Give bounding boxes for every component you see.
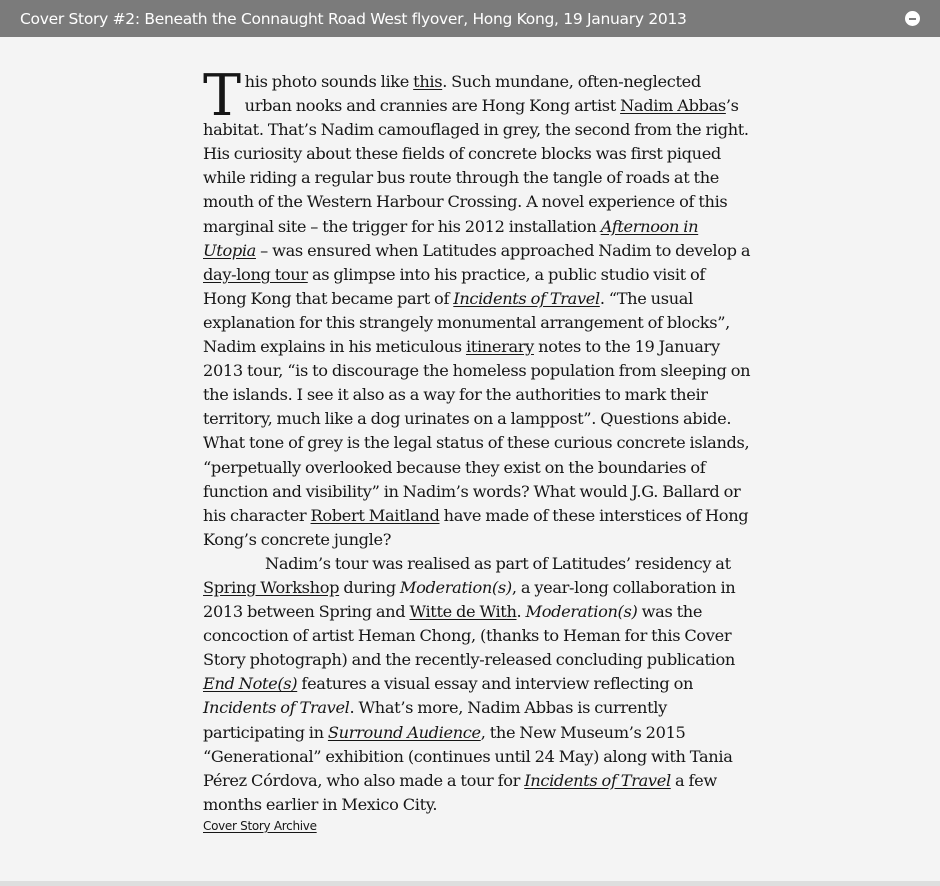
text: his photo sounds like — [244, 72, 414, 91]
article-paragraph-2 — [203, 552, 751, 817]
minus-circle-icon[interactable] — [905, 11, 920, 26]
article-paragraph-1 — [203, 63, 751, 552]
cover-story-archive-link[interactable]: Cover Story Archive — [203, 818, 317, 833]
link-surround-audience[interactable]: Surround Audience — [327, 722, 481, 742]
text: , the New Museum’s 2015 “Generational” exhibition (continues until 24 May) along with Tania Pérez Córdova, who also made a tour for — [203, 722, 733, 790]
text: Nadim’s tour was realised as part of Latitudes’ residency at — [265, 553, 731, 573]
text: . What’s more, Nadim Abbas is currently participating in — [203, 698, 667, 742]
link-incidents-of-travel[interactable]: Incidents of Travel — [453, 288, 600, 308]
text: . Such mundane, often-neglected urban nooks and crannies are Hong Kong artist — [244, 72, 701, 116]
link-this[interactable]: this — [413, 72, 443, 91]
bottom-divider — [0, 881, 940, 886]
link-nadim-abbas[interactable]: Nadim Abbas — [620, 96, 726, 116]
title-bar — [0, 0, 940, 37]
text: as glimpse into his practice, a public studio visit of Hong Kong that became part of — [203, 264, 706, 308]
text: have made of these interstices of Hong Kong’s concrete jungle? — [203, 505, 749, 549]
text: – was ensured when Latitudes approached Nadim to develop a — [255, 240, 751, 260]
text: features a visual essay and interview reflecting on — [297, 674, 694, 694]
text: ’s habitat. That’s Nadim camouflaged in grey, the second from the right. His curiosity about these fields of concrete blocks was first piqued while riding a regular bus route through the tangle of roads at the mouth of the Western Harbour Crossing. A novel experience of this marginal site – the trigger for his 2012 installation — [203, 96, 749, 236]
text: was the concoction of artist Heman Chong, (thanks to Heman for this Cover Story photograph) and the recently-released concluding publication — [203, 602, 735, 670]
link-day-long-tour[interactable]: day-long tour — [203, 264, 308, 284]
text: . “The usual explanation for this strangely monumental arrangement of blocks”, Nadim explains in his meticulous — [203, 288, 730, 357]
link-robert-maitland[interactable]: Robert Maitland — [310, 505, 440, 525]
link-spring-workshop[interactable]: Spring Workshop — [203, 577, 340, 597]
text: a few months earlier in Mexico City. — [203, 770, 717, 814]
drop-cap: T — [203, 63, 241, 129]
link-afternoon-in-utopia[interactable]: Afternoon in Utopia — [203, 216, 699, 260]
link-end-notes[interactable]: End Note(s) — [203, 674, 298, 694]
article — [203, 63, 751, 833]
italic-text: Moderation(s) — [525, 602, 638, 622]
text: during — [339, 577, 400, 597]
italic-text: Moderation(s) — [399, 577, 512, 597]
link-itinerary[interactable]: itinerary — [465, 337, 534, 357]
link-witte-de-with[interactable]: Witte de With — [409, 602, 517, 622]
page-title: Cover Story #2: Beneath the Connaught Road West flyover, Hong Kong, 19 January 2013 — [20, 9, 687, 28]
link-incidents-of-travel-2[interactable]: Incidents of Travel — [524, 770, 671, 790]
text: , a year-long collaboration in 2013 between Spring and — [203, 577, 736, 622]
text: . — [516, 602, 526, 622]
italic-text: Incidents of Travel — [203, 698, 350, 718]
text: notes to the 19 January 2013 tour, “is to discourage the homeless population from sleeping on the islands. I see it also as a way for the authorities to mark their territory, much like a dog urinates on a lamppost”. Questions abide. What tone of grey is the legal status of these curious concrete islands, “perpetually overlooked because they exist on the boundaries of function and visibility” in Nadim’s words? What would J.G. Ballard or his character — [203, 337, 751, 525]
